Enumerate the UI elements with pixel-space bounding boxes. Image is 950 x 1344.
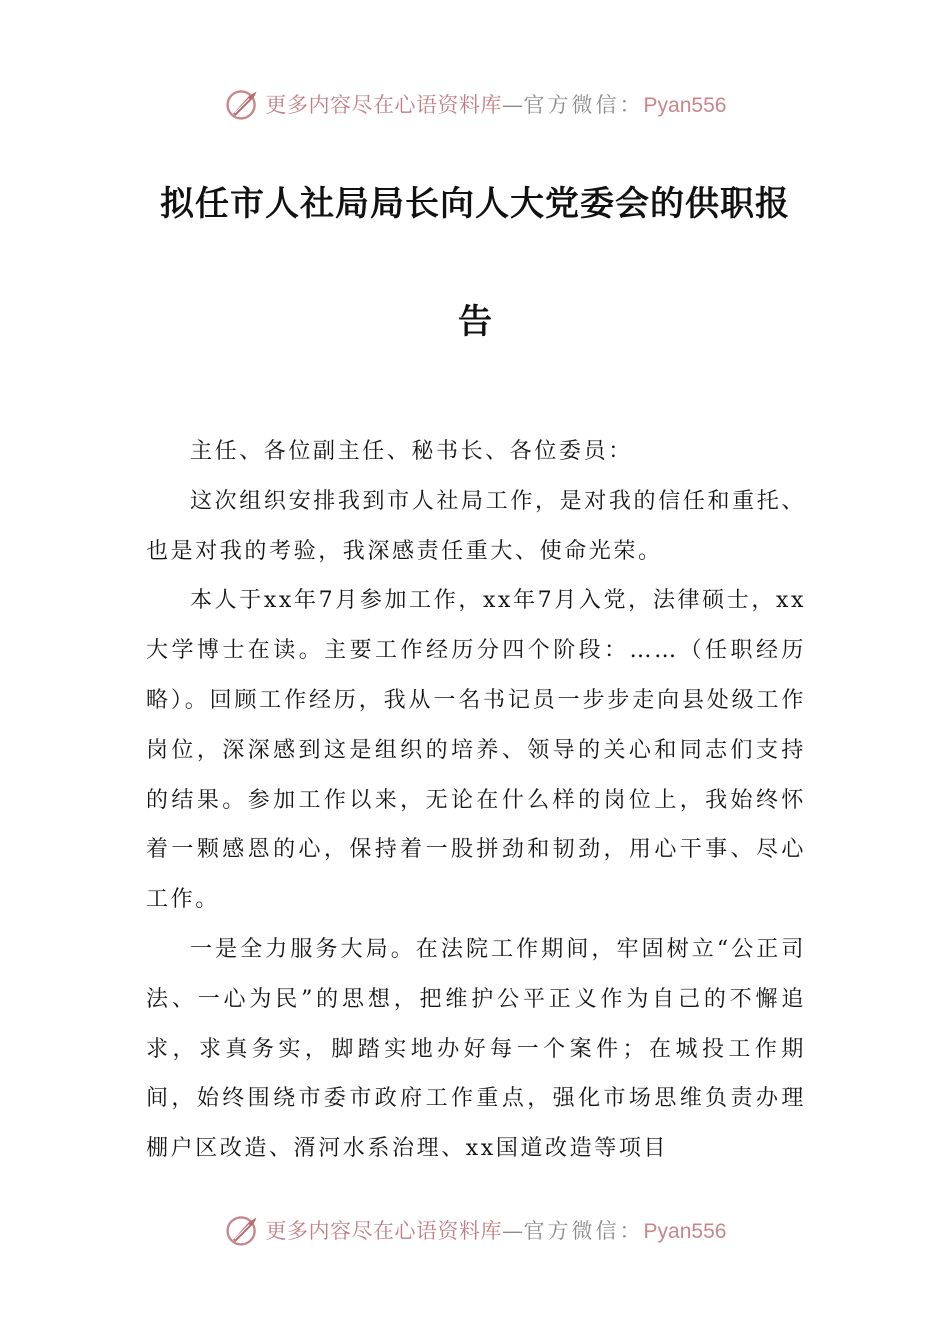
body-paragraph: 本人于xx年7月参加工作，xx年7月入党，法律硕士，xx大学博士在读。主要工作经历分四个阶段：……（任职经历略）。回顾工作经历，我从一名书记员一步步走向县处级工作岗位，深深感到这是组织的培养、领导的关心和同志们支持的结果。参加工作以来，无论在什么样的岗位上，我始终怀着一颗感恩的心，保持着一股拼劲和韧劲，用心干事、尽心工作。 <box>146 588 806 913</box>
watermark-official-label: 官方微信： <box>523 1219 644 1243</box>
watermark-separator: — <box>502 1219 524 1243</box>
watermark-text <box>266 89 727 119</box>
quill-pen-circle-icon <box>224 86 260 122</box>
body-paragraph: 这次组织安排我到市人社局工作，是对我的信任和重托、也是对我的考验，我深感责任重大、使命光荣。 <box>146 488 806 564</box>
watermark-header <box>0 82 950 126</box>
watermark-wechat-id: Pyan556 <box>643 94 727 117</box>
body-paragraph: 一是全力服务大局。在法院工作期间，牢固树立“公正司法、一心为民”的思想，把维护公平正义作为自己的不懈追求，求真务实，脚踏实地办好每一个案件；在城投工作期间，始终围绕市委市政府工作重点，强化市场思维负责办理棚户区改造、湑河水系治理、xx国道改造等项目 <box>146 936 806 1162</box>
document-title-line2: 告 <box>458 302 492 342</box>
watermark-official-label: 官方微信： <box>523 93 644 117</box>
watermark-wechat-id: Pyan556 <box>643 1220 727 1243</box>
watermark-footer <box>0 1208 950 1252</box>
watermark-brand: 更多内容尽在心语资料库 <box>265 1219 503 1243</box>
watermark-separator: — <box>502 93 524 117</box>
watermark-brand: 更多内容尽在心语资料库 <box>265 93 503 117</box>
watermark-text <box>266 1215 727 1245</box>
salutation-paragraph: 主任、各位副主任、秘书长、各位委员： <box>190 439 633 464</box>
document-title-line1: 拟任市人社局局长向人大党委会的供职报 <box>160 184 790 224</box>
document-body <box>146 427 806 1174</box>
quill-pen-circle-icon <box>224 1212 260 1248</box>
